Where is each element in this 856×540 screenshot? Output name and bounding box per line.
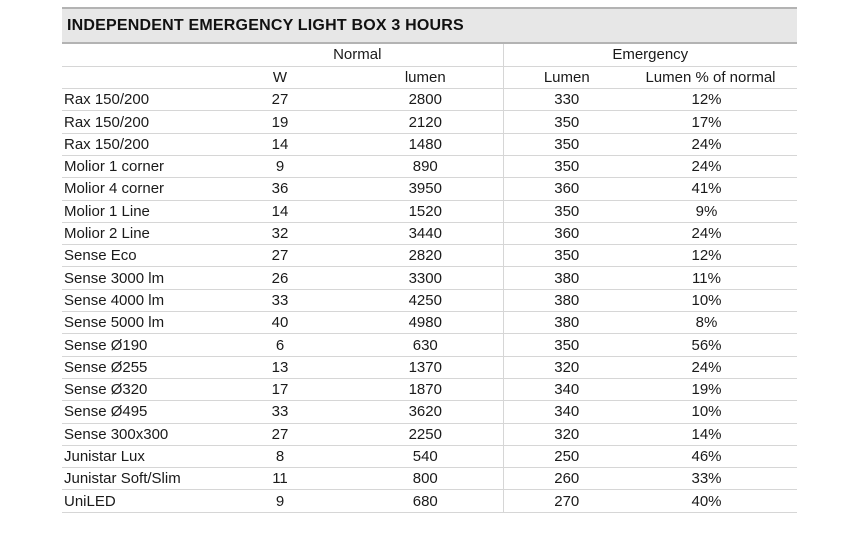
normal-lumen-cell: 3440 xyxy=(348,222,503,244)
lumen-percent-cell: 24% xyxy=(630,155,797,177)
watt-cell: 6 xyxy=(212,334,348,356)
lumen-percent-cell: 41% xyxy=(630,178,797,200)
product-name-cell: Sense 4000 lm xyxy=(62,289,212,311)
emergency-lumen-cell: 270 xyxy=(503,490,630,512)
table-row xyxy=(62,133,797,155)
lumen-percent-cell: 40% xyxy=(630,490,797,512)
table-row xyxy=(62,178,797,200)
table-row xyxy=(62,267,797,289)
table-row xyxy=(62,334,797,356)
table-row xyxy=(62,401,797,423)
emergency-lumen-cell: 380 xyxy=(503,267,630,289)
group-header-normal: Normal xyxy=(212,44,503,66)
emergency-lumen-cell: 320 xyxy=(503,423,630,445)
normal-lumen-cell: 4250 xyxy=(348,289,503,311)
table-row xyxy=(62,200,797,222)
watt-cell: 19 xyxy=(212,111,348,133)
normal-lumen-cell: 2820 xyxy=(348,245,503,267)
normal-lumen-cell: 2120 xyxy=(348,111,503,133)
normal-lumen-cell: 800 xyxy=(348,468,503,490)
table-row xyxy=(62,289,797,311)
normal-lumen-cell: 3620 xyxy=(348,401,503,423)
emergency-lumen-cell: 350 xyxy=(503,200,630,222)
lumen-percent-cell: 12% xyxy=(630,245,797,267)
lumen-percent-cell: 24% xyxy=(630,222,797,244)
table-row xyxy=(62,89,797,111)
emergency-light-sheet xyxy=(62,7,797,513)
column-header-lumen-emergency: Lumen xyxy=(503,66,630,88)
product-name-cell: Molior 1 corner xyxy=(62,155,212,177)
emergency-lumen-cell: 380 xyxy=(503,289,630,311)
emergency-lumen-cell: 260 xyxy=(503,468,630,490)
product-name-cell: Sense Eco xyxy=(62,245,212,267)
product-name-cell: Sense Ø320 xyxy=(62,378,212,400)
watt-cell: 26 xyxy=(212,267,348,289)
emergency-lumen-cell: 350 xyxy=(503,334,630,356)
table-row xyxy=(62,468,797,490)
product-name-cell: Sense Ø190 xyxy=(62,334,212,356)
normal-lumen-cell: 3300 xyxy=(348,267,503,289)
normal-lumen-cell: 2250 xyxy=(348,423,503,445)
emergency-lumen-cell: 250 xyxy=(503,445,630,467)
lumen-percent-cell: 11% xyxy=(630,267,797,289)
normal-lumen-cell: 4980 xyxy=(348,312,503,334)
lumen-percent-cell: 46% xyxy=(630,445,797,467)
table-row xyxy=(62,378,797,400)
emergency-lumen-cell: 340 xyxy=(503,401,630,423)
emergency-lumen-cell: 340 xyxy=(503,378,630,400)
lumen-percent-cell: 12% xyxy=(630,89,797,111)
lumen-percent-cell: 33% xyxy=(630,468,797,490)
normal-lumen-cell: 680 xyxy=(348,490,503,512)
emergency-lumen-cell: 330 xyxy=(503,89,630,111)
table-row xyxy=(62,445,797,467)
watt-cell: 33 xyxy=(212,289,348,311)
normal-lumen-cell: 1370 xyxy=(348,356,503,378)
watt-cell: 9 xyxy=(212,490,348,512)
column-header-row xyxy=(62,66,797,88)
product-name-cell: Molior 1 Line xyxy=(62,200,212,222)
normal-lumen-cell: 1870 xyxy=(348,378,503,400)
emergency-lumen-cell: 320 xyxy=(503,356,630,378)
emergency-lumen-cell: 360 xyxy=(503,222,630,244)
column-header-w: W xyxy=(212,66,348,88)
watt-cell: 27 xyxy=(212,89,348,111)
product-name-cell: Sense Ø495 xyxy=(62,401,212,423)
emergency-lumen-cell: 380 xyxy=(503,312,630,334)
normal-lumen-cell: 1480 xyxy=(348,133,503,155)
normal-lumen-cell: 630 xyxy=(348,334,503,356)
lumen-percent-cell: 56% xyxy=(630,334,797,356)
watt-cell: 8 xyxy=(212,445,348,467)
product-name-cell: Sense Ø255 xyxy=(62,356,212,378)
product-name-cell: Rax 150/200 xyxy=(62,89,212,111)
watt-cell: 14 xyxy=(212,133,348,155)
watt-cell: 11 xyxy=(212,468,348,490)
lumen-percent-cell: 24% xyxy=(630,356,797,378)
watt-cell: 13 xyxy=(212,356,348,378)
table-body xyxy=(62,89,797,513)
product-name-cell: Rax 150/200 xyxy=(62,111,212,133)
emergency-lumen-cell: 350 xyxy=(503,155,630,177)
lumen-percent-cell: 10% xyxy=(630,401,797,423)
normal-lumen-cell: 890 xyxy=(348,155,503,177)
watt-cell: 9 xyxy=(212,155,348,177)
watt-cell: 14 xyxy=(212,200,348,222)
emergency-lumen-cell: 350 xyxy=(503,245,630,267)
lumen-percent-cell: 9% xyxy=(630,200,797,222)
group-header-emergency: Emergency xyxy=(503,44,797,66)
lumen-percent-cell: 17% xyxy=(630,111,797,133)
table-row xyxy=(62,245,797,267)
emergency-lumen-cell: 350 xyxy=(503,111,630,133)
group-header-empty xyxy=(62,44,212,66)
product-name-cell: Junistar Soft/Slim xyxy=(62,468,212,490)
table-row xyxy=(62,356,797,378)
lumen-percent-cell: 14% xyxy=(630,423,797,445)
product-name-cell: Sense 300x300 xyxy=(62,423,212,445)
product-name-cell: Sense 3000 lm xyxy=(62,267,212,289)
watt-cell: 36 xyxy=(212,178,348,200)
watt-cell: 17 xyxy=(212,378,348,400)
lumen-percent-cell: 10% xyxy=(630,289,797,311)
watt-cell: 33 xyxy=(212,401,348,423)
watt-cell: 40 xyxy=(212,312,348,334)
watt-cell: 32 xyxy=(212,222,348,244)
table-row xyxy=(62,312,797,334)
product-name-cell: UniLED xyxy=(62,490,212,512)
table-row xyxy=(62,111,797,133)
page-title: INDEPENDENT EMERGENCY LIGHT BOX 3 HOURS xyxy=(67,17,464,34)
product-name-cell: Junistar Lux xyxy=(62,445,212,467)
product-name-cell: Molior 4 corner xyxy=(62,178,212,200)
table-row xyxy=(62,423,797,445)
table-row xyxy=(62,222,797,244)
table-row xyxy=(62,155,797,177)
group-header-row xyxy=(62,44,797,66)
table-row xyxy=(62,490,797,512)
product-name-cell: Sense 5000 lm xyxy=(62,312,212,334)
table-title-bar xyxy=(62,7,797,44)
emergency-lumen-cell: 350 xyxy=(503,133,630,155)
watt-cell: 27 xyxy=(212,423,348,445)
product-name-cell: Rax 150/200 xyxy=(62,133,212,155)
normal-lumen-cell: 540 xyxy=(348,445,503,467)
normal-lumen-cell: 3950 xyxy=(348,178,503,200)
product-name-cell: Molior 2 Line xyxy=(62,222,212,244)
watt-cell: 27 xyxy=(212,245,348,267)
lumen-percent-cell: 19% xyxy=(630,378,797,400)
lumen-percent-cell: 24% xyxy=(630,133,797,155)
normal-lumen-cell: 1520 xyxy=(348,200,503,222)
normal-lumen-cell: 2800 xyxy=(348,89,503,111)
emergency-lumen-cell: 360 xyxy=(503,178,630,200)
column-header-product xyxy=(62,66,212,88)
lumen-percent-cell: 8% xyxy=(630,312,797,334)
emergency-light-table xyxy=(62,44,797,513)
column-header-lumen-normal: lumen xyxy=(348,66,503,88)
column-header-lumen-percent: Lumen % of normal xyxy=(630,66,797,88)
